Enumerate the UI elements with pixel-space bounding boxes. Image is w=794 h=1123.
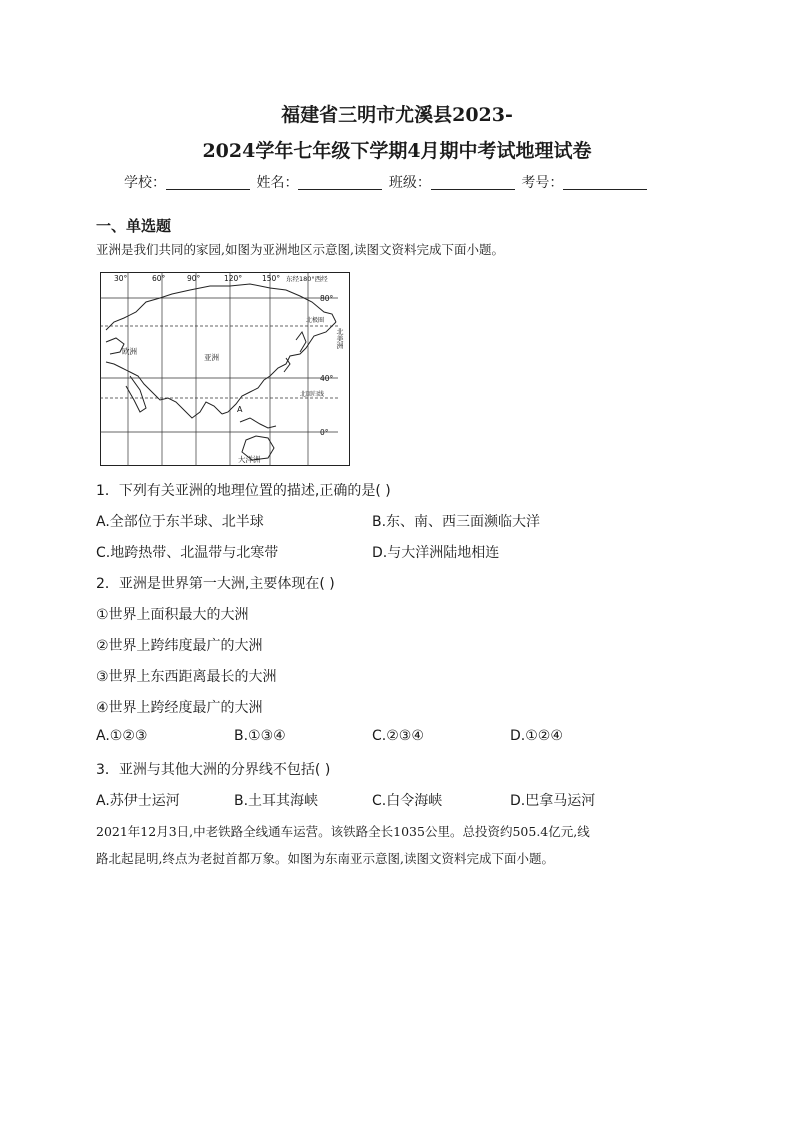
class-blank[interactable] bbox=[431, 175, 515, 190]
region-europe-label: 欧洲 bbox=[122, 347, 137, 356]
class-label: 班级： bbox=[388, 175, 431, 191]
lon-label-180: 东经180°西经 bbox=[286, 275, 328, 283]
question-1-stem: 1．下列有关亚洲的地理位置的描述,正确的是( ) bbox=[96, 483, 391, 499]
region-oceania-label: 大洋洲 bbox=[238, 455, 261, 464]
q1-option-b[interactable]: B.东、南、西三面濒临大洋 bbox=[372, 514, 541, 530]
lat-label-40: 40° bbox=[320, 374, 334, 383]
lon-label-90: 90° bbox=[187, 274, 201, 283]
q2-option-b[interactable]: B.①③④ bbox=[234, 728, 286, 744]
school-label: 学校： bbox=[124, 175, 166, 191]
q3-option-d[interactable]: D.巴拿马运河 bbox=[510, 793, 596, 809]
exam-title-line-2: 2024学年七年级下学期4月期中考试地理试卷 bbox=[202, 140, 592, 162]
point-a-label: A bbox=[237, 405, 243, 414]
school-blank[interactable] bbox=[166, 175, 250, 190]
lat-label-0: 0° bbox=[320, 428, 329, 437]
question-3-stem: 3．亚洲与其他大洲的分界线不包括( ) bbox=[96, 762, 331, 778]
question-2-stem: 2．亚洲是世界第一大洲,主要体现在( ) bbox=[96, 576, 335, 592]
section-heading: 一、单选题 bbox=[96, 217, 172, 235]
q2-item-4: ④世界上跨经度最广的大洲 bbox=[96, 700, 263, 716]
passage-railway-line-1: 2021年12月3日,中老铁路全线通车运营。该铁路全长1035公里。总投资约505.4亿元,线 bbox=[96, 824, 590, 839]
region-na-label: 北美洲 bbox=[336, 328, 344, 349]
name-blank[interactable] bbox=[298, 175, 382, 190]
lon-label-150: 150° bbox=[262, 274, 281, 283]
arctic-label: 北极圈 bbox=[306, 317, 325, 324]
passage-railway-line-2: 路北起昆明,终点为老挝首都万象。如图为东南亚示意图,读图文资料完成下面小题。 bbox=[96, 851, 554, 866]
q1-option-c[interactable]: C.地跨热带、北温带与北寒带 bbox=[96, 545, 279, 561]
region-asia-label: 亚洲 bbox=[204, 353, 219, 362]
q3-option-b[interactable]: B.土耳其海峡 bbox=[234, 793, 319, 809]
number-blank[interactable] bbox=[563, 175, 647, 190]
asia-map bbox=[100, 272, 350, 466]
lon-label-60: 60° bbox=[152, 274, 166, 283]
lat-label-80: 80° bbox=[320, 294, 334, 303]
exam-title-line-1: 福建省三明市尤溪县2023- bbox=[281, 104, 513, 126]
q2-option-a[interactable]: A.①②③ bbox=[96, 728, 148, 744]
q3-option-c[interactable]: C.白令海峡 bbox=[372, 793, 443, 809]
tropic-label: 北回归线 bbox=[300, 391, 325, 398]
q2-option-d[interactable]: D.①②④ bbox=[510, 728, 563, 744]
student-info-row bbox=[124, 172, 649, 192]
number-label: 考号： bbox=[521, 175, 564, 191]
q2-option-c[interactable]: C.②③④ bbox=[372, 728, 424, 744]
q1-option-d[interactable]: D.与大洋洲陆地相连 bbox=[372, 545, 500, 561]
q2-item-1: ①世界上面积最大的大洲 bbox=[96, 607, 249, 623]
lon-label-30: 30° bbox=[114, 274, 128, 283]
name-label: 姓名： bbox=[256, 175, 299, 191]
q1-option-a[interactable]: A.全部位于东半球、北半球 bbox=[96, 514, 264, 530]
lon-label-120: 120° bbox=[224, 274, 243, 283]
q2-item-2: ②世界上跨纬度最广的大洲 bbox=[96, 638, 263, 654]
q3-option-a[interactable]: A.苏伊士运河 bbox=[96, 793, 180, 809]
passage-asia: 亚洲是我们共同的家园,如图为亚洲地区示意图,读图文资料完成下面小题。 bbox=[96, 242, 504, 257]
q2-item-3: ③世界上东西距离最长的大洲 bbox=[96, 669, 277, 685]
